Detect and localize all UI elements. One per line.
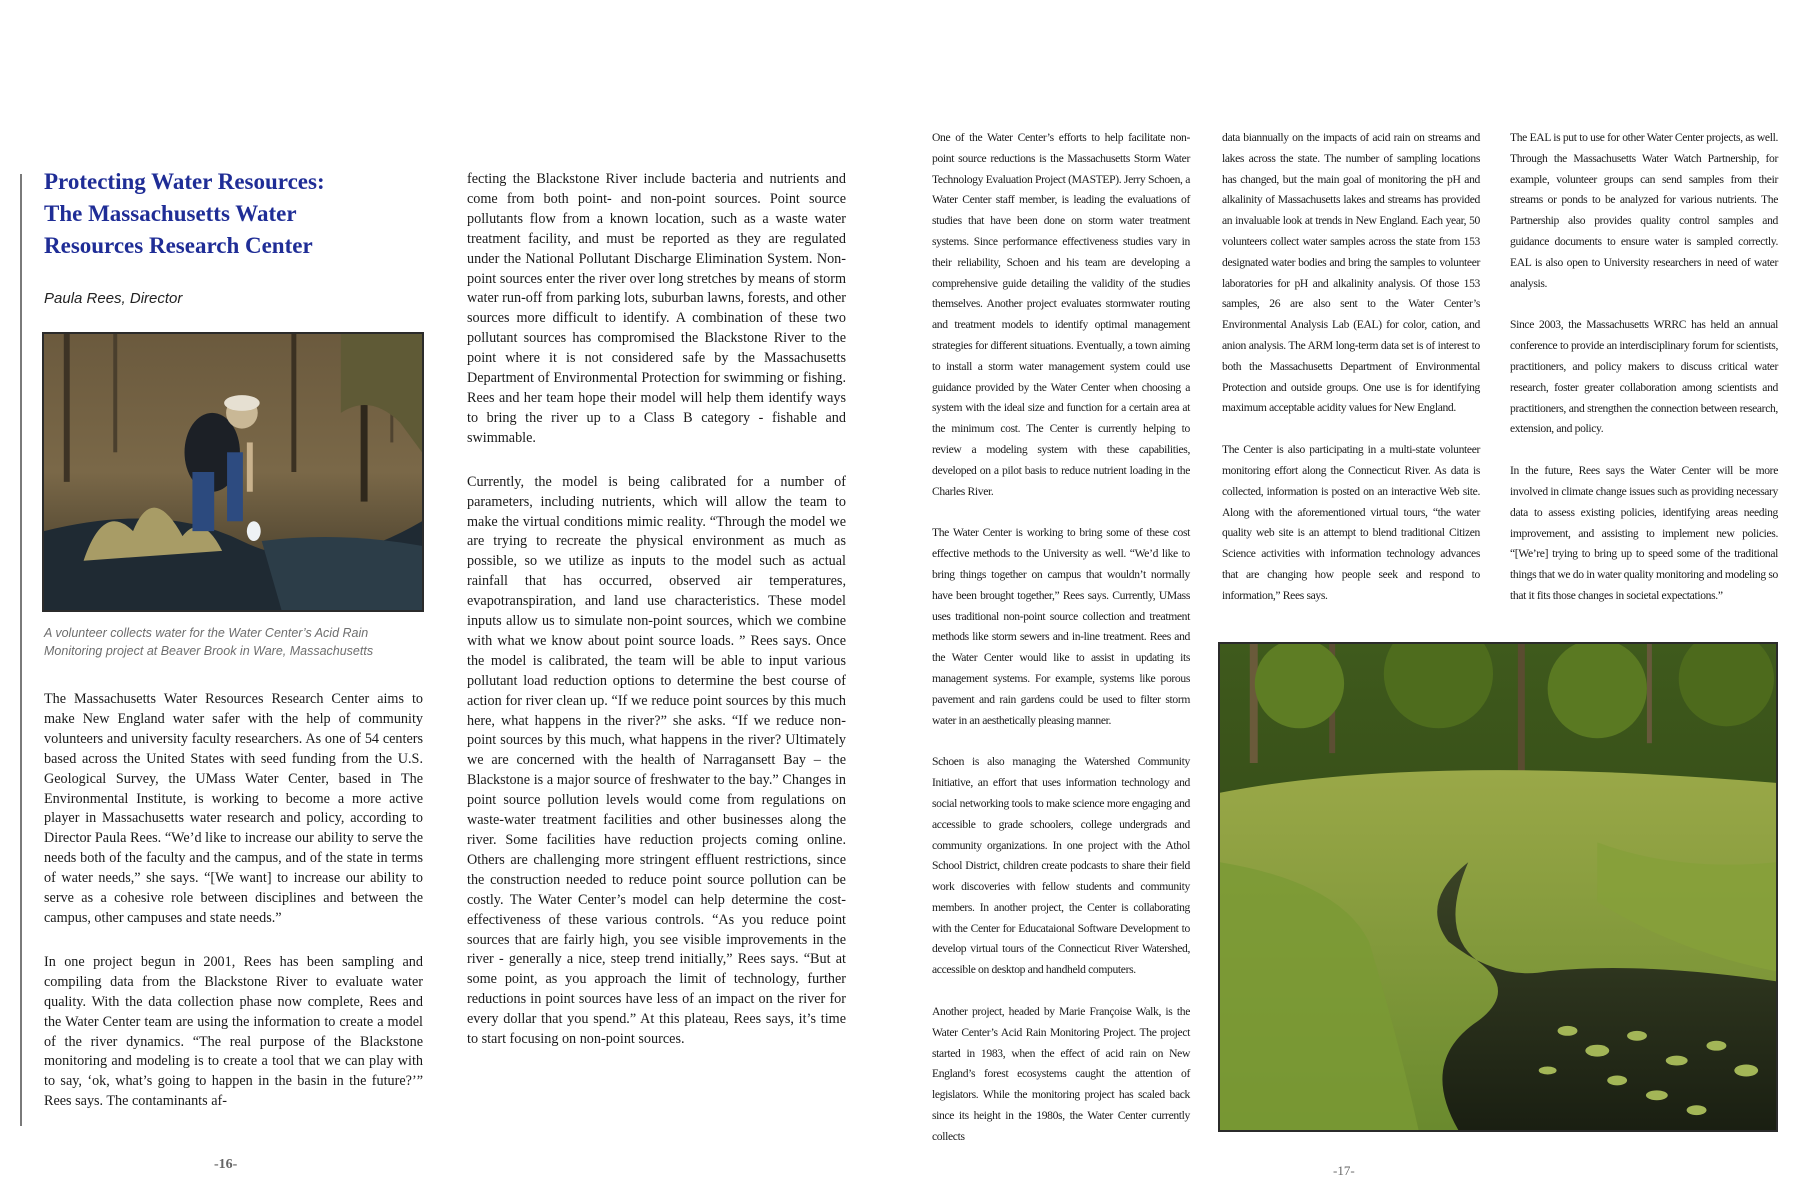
paragraph: Since 2003, the Massachusetts WRRC has held an annual conference to provide an interdisciplinary forum for scientists, practitioners, and policy makers to discuss critical water research, foster greater collaboration among scientists and practitioners, and strengthen the connection between research, extension, and policy. [1510, 318, 1778, 436]
page-number: -16- [214, 1157, 238, 1172]
article-column-1 [44, 690, 423, 1136]
article-column-2 [467, 170, 846, 1074]
paragraph: Schoen is also managing the Watershed Community Initiative, an effort that uses information technology and social networking tools to make science more engaging and accessible to grade schoolers, college undergrads and community organizations. In one project with the Athol School District, children create podcasts to share their field work discoveries with fellow students and community members. In another project, the Center is collaborating with the Center for Educataional Software Development to develop virtual tours of the Connecticut River Watershed, accessible on desktop and handheld computers. [932, 755, 1190, 977]
paragraph: The EAL is put to use for other Water Center projects, as well. Through the Massachusetts Water Watch Partnership, for example, volunteer groups can send samples from their streams or ponds to be analyzed for various nutrients. The Partnership also provides quality control samples and guidance documents to ensure water is sampled correctly. EAL is also open to University researchers in need of water analysis. [1510, 131, 1778, 290]
title-line: Resources Research Center [44, 233, 313, 258]
photo-caption: A volunteer collects water for the Water Center’s Acid Rain Monitoring project at Beaver Brook in Ware, Massachusetts [44, 626, 374, 658]
paragraph: Currently, the model is being calibrated for a number of parameters, including nutrients, which will allow the team to make the virtual conditions mimic reality. “Through the model we are trying to recreate the physical environment as much as possible, so we utilize as inputs to the model such as actual rainfall that has occurred, observed air temperatures, evapotranspiration, and land use characteristics. These model inputs allow us to simulate non-point sources, which we combine with what we know about point source loads. ” Rees says. Once the model is calibrated, the team will be able to input various pollutant load reduction options to determine the best course of action for river clean up. “If we reduce point sources by this much here, what happens in the river?” she asks. “If we reduce non-point sources by this much, what happens in the river? Ultimately we are concerned with the health of Narragansett Bay – the Blackstone is a major source of freshwater to the bay.” Changes in point source pollution levels would come from regulations on waste-water treatment facilities and other businesses along the river. Some facilities have reduction projects coming online. Others are challenging more stringent effluent restrictions, since the construction needed to reduce point source pollution can be costly. The Water Center’s model can help determine the cost-effectiveness of these various controls. “As you reduce point sources that are fairly high, you see visible improvements in the river - generally a nice, steep trend initially,” Rees says. “But at some point, as you approach the limit of technology, further reductions in point sources have less of an impact on the river for every dollar that you spend.” At this plateau, Rees says, it’s time to start focusing on non-point sources. [467, 473, 846, 1048]
article-title [44, 166, 384, 262]
title-line: Protecting Water Resources: [44, 169, 325, 194]
paragraph: fecting the Blackstone River include bacteria and nutrients and come from both point- and non-point sources. Point source pollutants flow from a known location, such as a waste water treatment facility, and must be reported as they are regulated under the National Pollutant Discharge Elimination System. Non-point sources enter the river over long stretches by means of storm water run-off from parking lots, suburban lawns, forests, and other sources more difficult to identify. A combination of these two pollutant sources has compromised the Blackstone River to the point where it is not considered safe by the Massachusetts Department of Environmental Protection for swimming or fishing. Rees and her team hope their model will help them identify ways to bring the river up to a Class B category - fishable and swimmable. [467, 171, 846, 446]
paragraph: In one project begun in 2001, Rees has been sampling and compiling data from the Blackstone River to evaluate water quality. With the data collection phase now complete, Rees and the Water Center team are using the information to create a model of the river dynamics. “The real purpose of the Blackstone monitoring and modeling is to create a tool that we can play with to say, ‘ok, what’s going to happen in the basin in the future?’” Rees says. The contaminants af- [44, 953, 423, 1110]
article-column-4 [1222, 128, 1480, 628]
paragraph: The Center is also participating in a multi-state volunteer monitoring effort along the Connecticut River. As data is collected, information is posted on an interactive Web site. Along with the aforementioned virtual tours, “the water quality web site is an attempt to blend traditional Citizen Science activities with information technology advances that are changing how people seek and respond to information,” Rees says. [1222, 443, 1480, 602]
page-number: -17- [1333, 1163, 1355, 1178]
margin-rule [20, 174, 22, 1126]
paragraph: Another project, headed by Marie Françoise Walk, is the Water Center’s Acid Rain Monitoring Project. The project started in 1983, when the effect of acid rain on New England’s forest ecosystems caught the attention of legislators. While the monitoring project has scaled back since its height in the 1980s, the Water Center currently collects [932, 1005, 1190, 1143]
paragraph: data biannually on the impacts of acid rain on streams and lakes across the state. The number of sampling locations has changed, but the main goal of monitoring the pH and alkalinity of Massachusetts lakes and streams has provided an invaluable look at trends in New England. Each year, 50 volunteers collect water samples across the state from 153 designated water bodies and bring the samples to volunteer laboratories for pH and alkalinity analysis. Of those 153 samples, 26 are also sent to the Water Center’s Environmental Analysis Lab (EAL) for color, cation, and anion analysis. The ARM long-term data set is of interest to both the Massachusetts Department of Environmental Protection and outside groups. One use is for identifying maximum acceptable acidity values for New England. [1222, 131, 1480, 415]
paragraph: In the future, Rees says the Water Center will be more involved in climate change issues such as providing necessary data to assess existing policies, identifying areas needing improvement, and assisting to implement new policies. “[We’re] trying to bring up to speed some of the traditional things that we do in water quality monitoring and modeling so that it fits those changes in societal expectations.” [1510, 464, 1778, 602]
title-line: The Massachusetts Water [44, 201, 297, 226]
paragraph: The Massachusetts Water Resources Research Center aims to make New England water safer with the help of community volunteers and university faculty researchers. As one of 54 centers based across the United States with seed funding from the U.S. Geological Survey, the UMass Water Center, based in The Environmental Institute, is working to become a more active player in Massachusetts water research and policy, according to Director Paula Rees. “We’d like to increase our ability to serve the needs both of the faculty and the campus, and of the state in terms of water needs,” she says. “[We want] to increase our ability to serve as a cohesive role between disciplines and between the campus, other campuses and state needs.” [44, 691, 423, 926]
author-byline: Paula Rees, Director [44, 290, 183, 307]
marsh-stream-lily-pads-photo [1218, 642, 1778, 1132]
forest-stream-image [44, 334, 422, 610]
article-column-5 [1510, 128, 1778, 628]
paragraph: One of the Water Center’s efforts to help facilitate non-point source reductions is the Massachusetts Storm Water Technology Evaluation Project (MASTEP). Jerry Schoen, a Water Center staff member, is leading the evaluations of studies that have been done on storm water treatment systems. Since performance effectiveness studies vary in their reliability, Schoen and his team are developing a comprehensive guide detailing the validity of the studies themselves. Another project evaluates stormwater routing and treatment models to identify optimal management strategies for different situations. Eventually, a town aiming to install a storm water management system could use guidance provided by the Water Center when choosing a system with the ideal size and function for a certain area at the minimum cost. The Center is currently helping to review a modeling system with these capabilities, developed on a pilot basis to reduce nutrient loading in the Charles River. [932, 131, 1190, 498]
marsh-image [1220, 644, 1776, 1130]
volunteer-collecting-water-photo [42, 332, 424, 612]
article-column-3 [932, 128, 1190, 1169]
paragraph: The Water Center is working to bring some of these cost effective methods to the University as well. “We’d like to bring things together on campus that wouldn’t normally have been brought together,” Rees says. Currently, UMass uses traditional non-point source collection and treatment methods like storm sewers and in-line treatment. Rees and the Water Center would like to assist in updating its management systems. For example, systems like porous pavement and rain gardens could be used to filter storm water in an aesthetically pleasing manner. [932, 526, 1190, 727]
